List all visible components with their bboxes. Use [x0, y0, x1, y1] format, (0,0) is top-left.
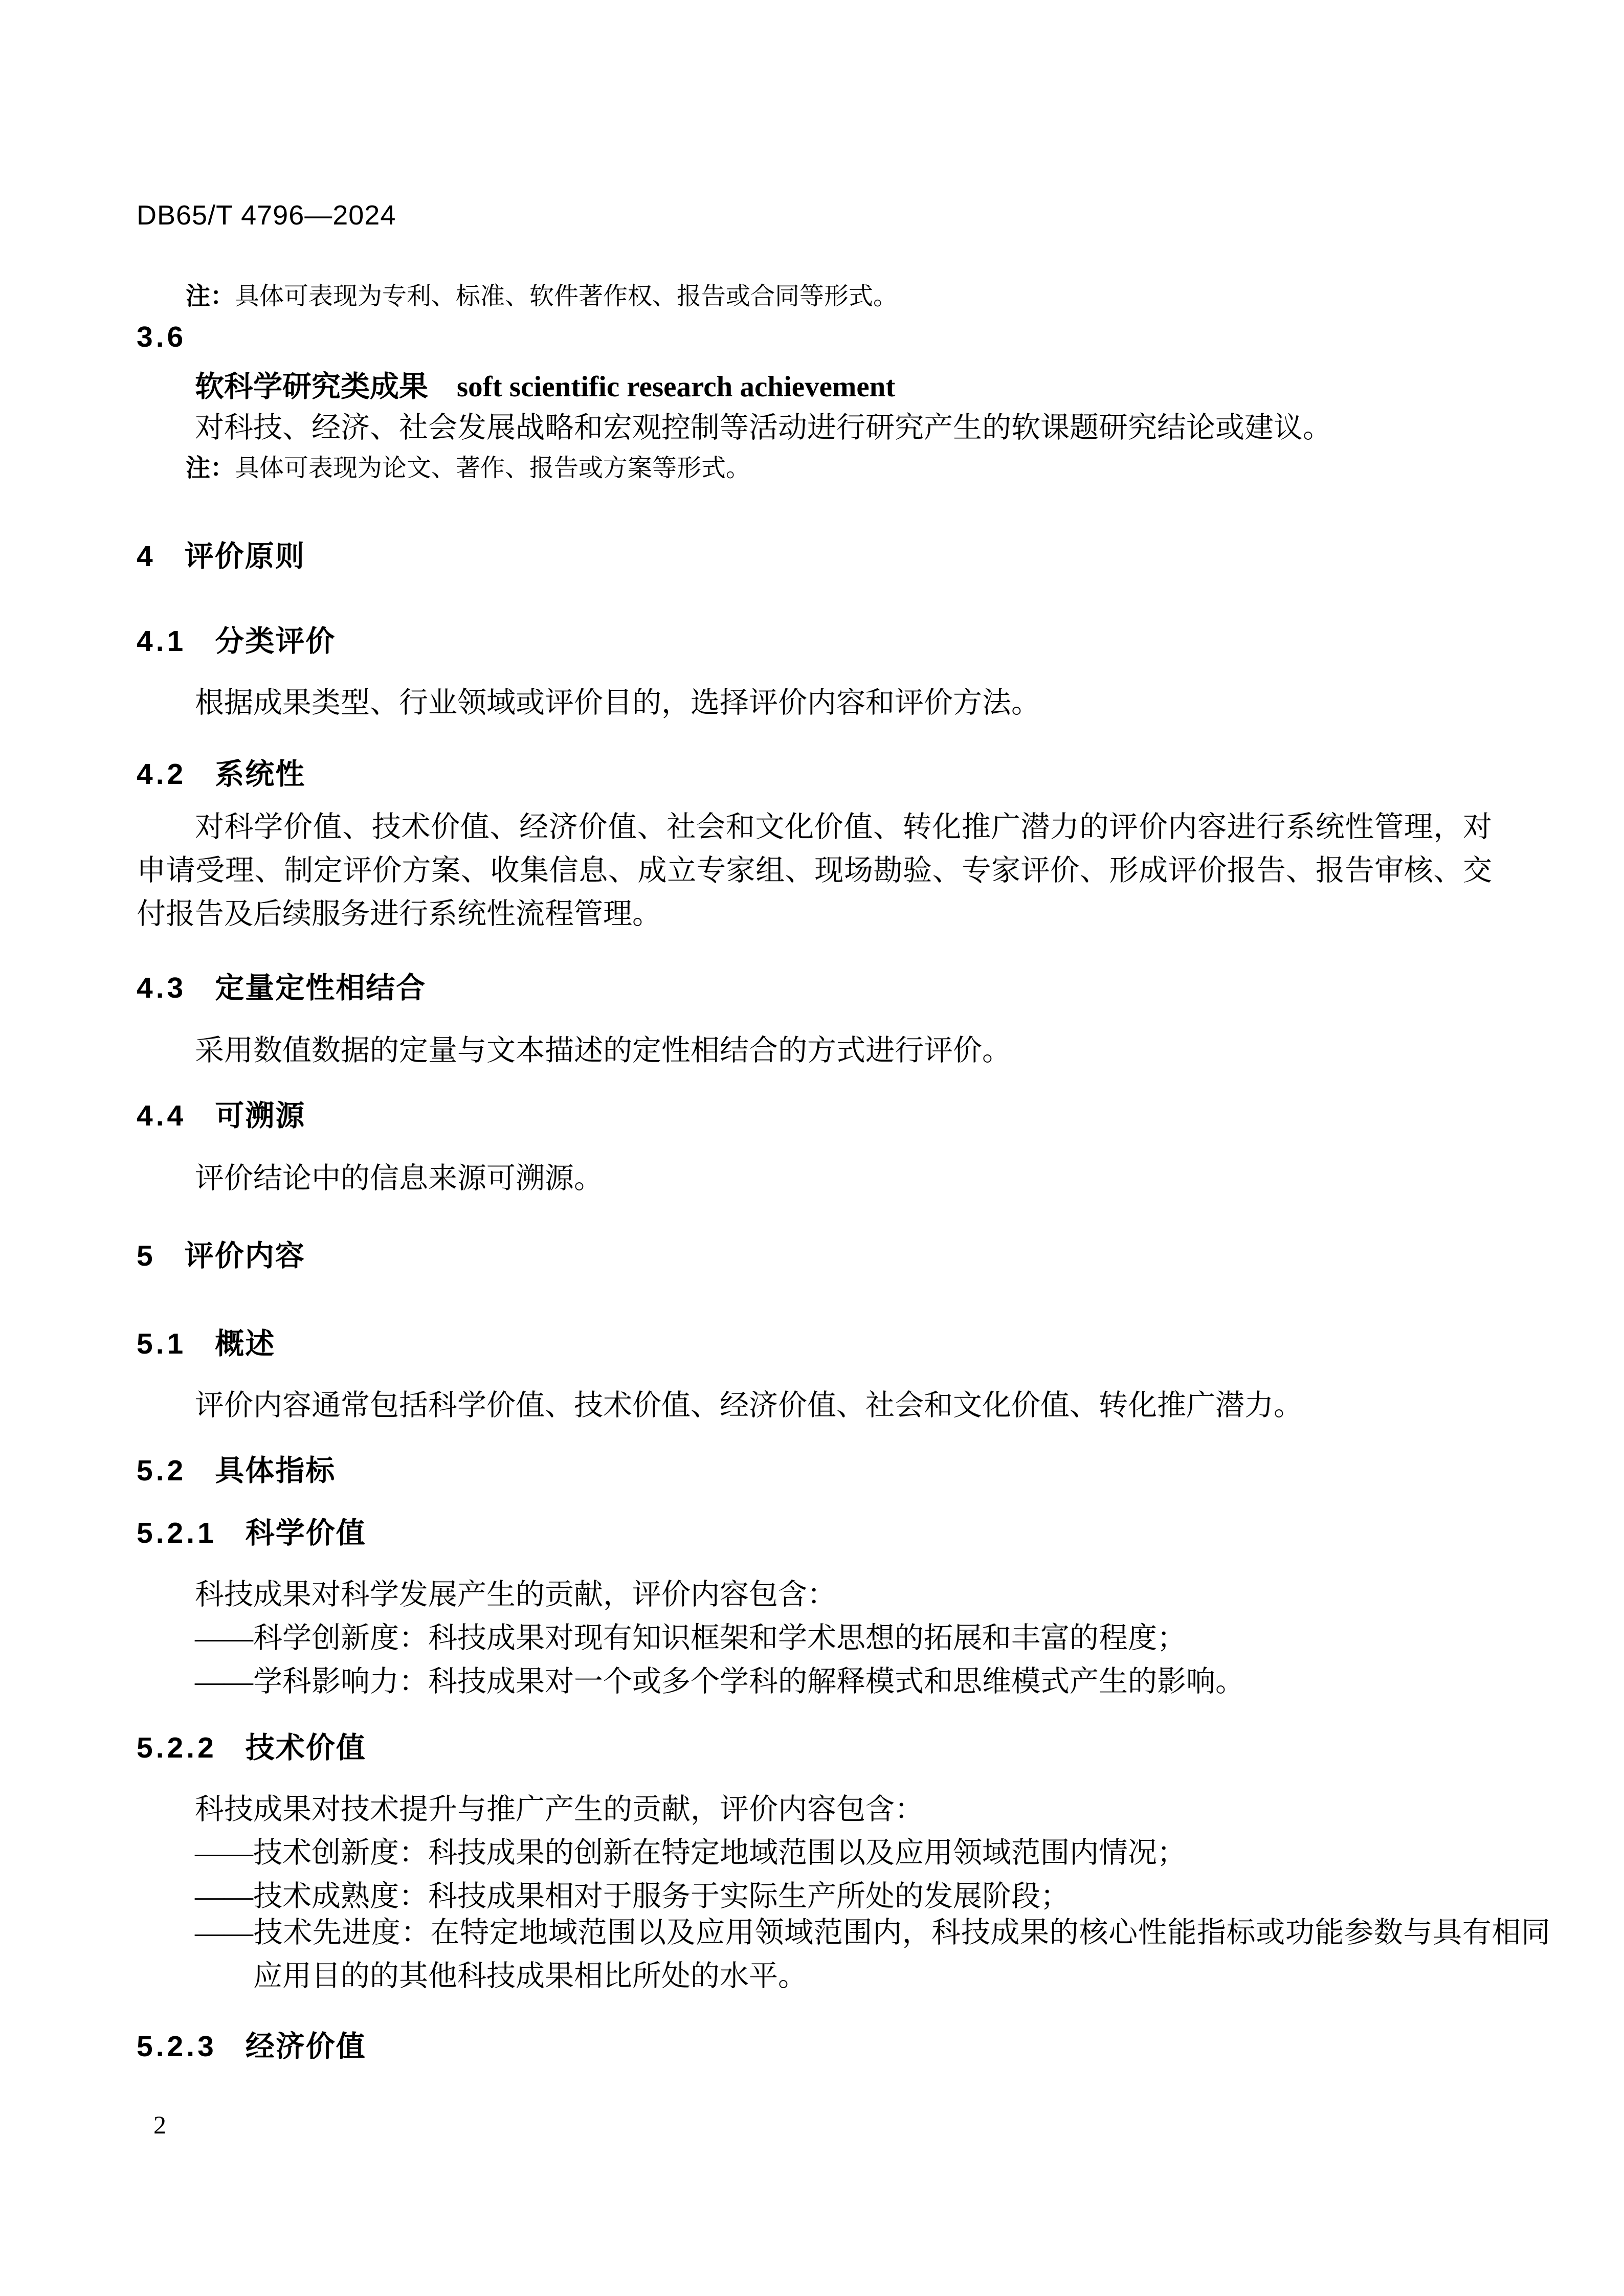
section-4-1-paragraph: 根据成果类型、行业领域或评价目的，选择评价内容和评价方法。	[195, 687, 1040, 719]
section-title: 可溯源	[215, 1099, 306, 1132]
section-4-3-heading	[137, 964, 426, 1006]
note-term-forms	[186, 276, 898, 311]
chapter-5-heading	[137, 1232, 305, 1274]
list-item: ——技术先进度：在特定地域范围以及应用领域范围内，科技成果的核心性能指标或功能参数与具有相同应用目的的其他科技成果相比所处的水平。	[195, 1917, 1550, 1992]
section-4-4-heading	[137, 1092, 305, 1134]
section-title: 系统性	[215, 758, 306, 791]
section-5-1-heading	[137, 1320, 275, 1362]
note-soft-research-forms	[186, 448, 750, 483]
term-chinese: 软科学研究类成果	[195, 370, 428, 403]
section-number: 5.1	[137, 1327, 187, 1360]
section-5-2-3-heading	[137, 2023, 366, 2065]
section-number: 5.2.3	[137, 2030, 217, 2063]
list-item: ——技术成熟度：科技成果相对于服务于实际生产所处的发展阶段；	[195, 1880, 1070, 1912]
section-4-3-paragraph: 采用数值数据的定量与文本描述的定性相结合的方式进行评价。	[195, 1034, 1011, 1067]
term-soft-scientific-research	[195, 363, 895, 405]
section-title: 经济价值	[245, 2030, 366, 2063]
section-5-1-paragraph: 评价内容通常包括科学价值、技术价值、经济价值、社会和文化价值、转化推广潜力。	[195, 1389, 1303, 1422]
section-5-2-1-heading	[137, 1510, 366, 1551]
section-4-4-paragraph: 评价结论中的信息来源可溯源。	[195, 1162, 603, 1195]
note-text: 具体可表现为专利、标准、软件著作权、报告或合同等形式。	[235, 283, 898, 310]
chapter-number: 4	[137, 540, 156, 573]
section-title: 具体指标	[215, 1454, 336, 1487]
note-label: 注：	[186, 455, 235, 482]
chapter-4-heading	[137, 533, 305, 575]
section-5-2-1-paragraph: 科技成果对科学发展产生的贡献，评价内容包含：	[195, 1579, 836, 1611]
section-5-2-2-paragraph: 科技成果对技术提升与推广产生的贡献，评价内容包含：	[195, 1793, 924, 1826]
note-label: 注：	[186, 283, 235, 310]
section-number: 4.4	[137, 1099, 187, 1132]
section-number: 5.2.1	[137, 1517, 217, 1549]
section-number: 4.3	[137, 972, 187, 1004]
list-item: ——学科影响力：科技成果对一个或多个学科的解释模式和思维模式产生的影响。	[195, 1665, 1244, 1698]
term-definition: 对科技、经济、社会发展战略和宏观控制等活动进行研究产生的软课题研究结论或建议。	[195, 412, 1332, 444]
section-title: 定量定性相结合	[215, 972, 427, 1004]
section-title: 科学价值	[245, 1517, 366, 1549]
term-english: soft scientific research achievement	[457, 371, 896, 403]
clause-number-3-6: 3.6	[137, 321, 187, 353]
section-5-2-2-heading	[137, 1724, 366, 1766]
section-4-1-heading	[137, 618, 336, 660]
section-number: 5.2	[137, 1454, 187, 1487]
page-header-standard-number: DB65/T 4796—2024	[137, 200, 396, 231]
section-4-2-heading	[137, 751, 305, 793]
chapter-number: 5	[137, 1240, 156, 1272]
section-number: 5.2.2	[137, 1731, 217, 1764]
section-title: 概述	[215, 1327, 276, 1360]
section-number: 4.1	[137, 625, 187, 658]
note-text: 具体可表现为论文、著作、报告或方案等形式。	[235, 455, 751, 482]
page-number: 2	[153, 2110, 166, 2139]
section-number: 4.2	[137, 758, 187, 791]
section-title: 技术价值	[245, 1731, 366, 1764]
section-4-2-paragraph: 对科学价值、技术价值、经济价值、社会和文化价值、转化推广潜力的评价内容进行系统性管理，对申请受理、制定评价方案、收集信息、成立专家组、现场勘验、专家评价、形成评价报告、报告审核、交付报告及后续服务进行系统性流程管理。	[137, 811, 1492, 930]
chapter-title: 评价内容	[184, 1240, 305, 1272]
section-5-2-heading	[137, 1447, 336, 1489]
list-item: ——科学创新度：科技成果对现有知识框架和学术思想的拓展和丰富的程度；	[195, 1622, 1186, 1654]
chapter-title: 评价原则	[184, 540, 305, 573]
section-title: 分类评价	[215, 625, 336, 658]
list-item: ——技术创新度：科技成果的创新在特定地域范围以及应用领域范围内情况；	[195, 1837, 1186, 1869]
